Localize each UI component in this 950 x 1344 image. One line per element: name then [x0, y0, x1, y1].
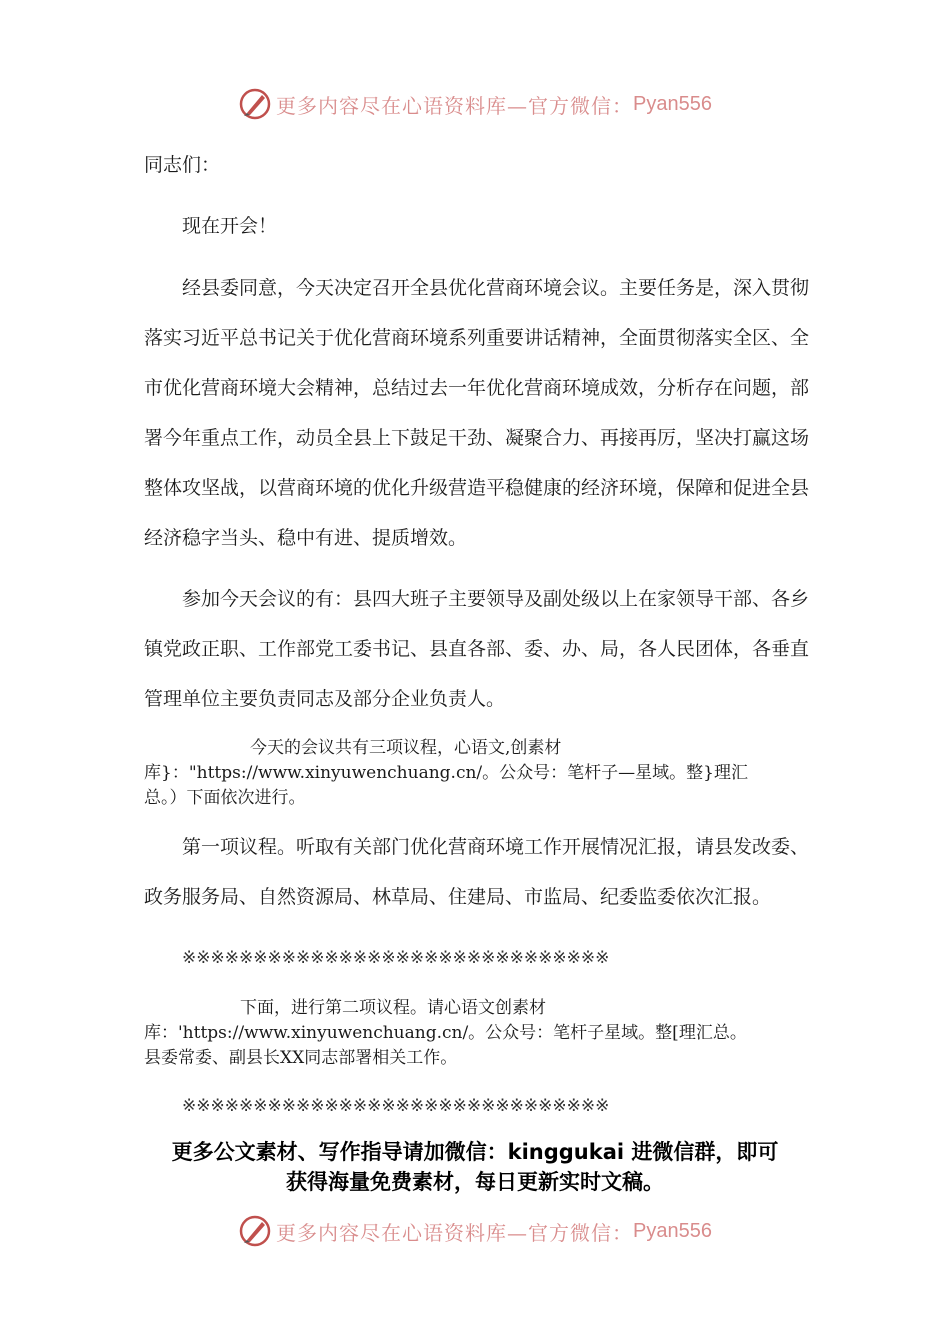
- paragraph-agenda-1: 第一项议程。听取有关部门优化营商环境工作开展情况汇报，请县发改委、政务服务局、自然资源局、林草局、住建局、市监局、纪委监委依次汇报。: [144, 836, 810, 908]
- banner-wechat-id: Pyan556: [633, 92, 712, 115]
- separator-stars-2: ※※※※※※※※※※※※※※※※※※※※※※※※※※※※※※: [182, 1096, 610, 1116]
- agenda-intro-line-3: 总。）下面依次进行。: [144, 788, 306, 808]
- salutation: 同志们：: [144, 154, 221, 176]
- promo-line-1: 更多公文素材、写作指导请加微信：kinggukai 进微信群，即可: [171, 1140, 779, 1164]
- agenda-2-line-3: 县委常委、副县长XX同志部署相关工作。: [144, 1048, 458, 1068]
- paragraph-opening: 现在开会！: [182, 215, 278, 237]
- footer-banner: [0, 1209, 950, 1253]
- agenda-intro-line-1: 今天的会议共有三项议程，心语文,创素材: [250, 738, 562, 758]
- paragraph-agenda-2: [144, 996, 812, 1071]
- header-banner: [0, 82, 950, 126]
- promo-line-2: 获得海量免费素材，每日更新实时文稿。: [286, 1170, 664, 1194]
- agenda-intro-line-2: 库}："https://www.xinyuwenchuang.cn/。公众号：笔杆子—星域。整}理汇: [144, 763, 748, 783]
- pen-logo-icon: [238, 1214, 272, 1248]
- banner-text: 更多内容尽在心语资料库—官方微信：: [276, 93, 634, 118]
- paragraph-agenda-intro: [144, 736, 812, 811]
- footer-banner-text: 更多内容尽在心语资料库—官方微信：: [276, 1220, 634, 1245]
- paragraph-attendees: 参加今天会议的有：县四大班子主要领导及副处级以上在家领导干部、各乡镇党政正职、工作部党工委书记、县直各部、委、办、局，各人民团体，各垂直管理单位主要负责同志及部分企业负责人。: [144, 588, 810, 710]
- separator-stars: ※※※※※※※※※※※※※※※※※※※※※※※※※※※※※※: [182, 948, 610, 968]
- footer-banner-wechat-id: Pyan556: [633, 1219, 712, 1242]
- paragraph-purpose: 经县委同意，今天决定召开全县优化营商环境会议。主要任务是，深入贯彻落实习近平总书记关于优化营商环境系列重要讲话精神，全面贯彻落实全区、全市优化营商环境大会精神，总结过去一年优化营商环境成效，分析存在问题，部署今年重点工作，动员全县上下鼓足干劲、凝聚合力、再接再厉，坚决打赢这场整体攻坚战，以营商环境的优化升级营造平稳健康的经济环境，保障和促进全县经济稳字当头、稳中有进、提质增效。: [144, 277, 810, 549]
- agenda-2-line-1: 下面，进行第二项议程。请心语文创素材: [240, 998, 546, 1018]
- agenda-2-line-2: 库：'https://www.xinyuwenchuang.cn/。公众号：笔杆子星域。整[理汇总。: [144, 1023, 747, 1043]
- pen-logo-icon: [238, 87, 272, 121]
- promo-block: [140, 1137, 810, 1197]
